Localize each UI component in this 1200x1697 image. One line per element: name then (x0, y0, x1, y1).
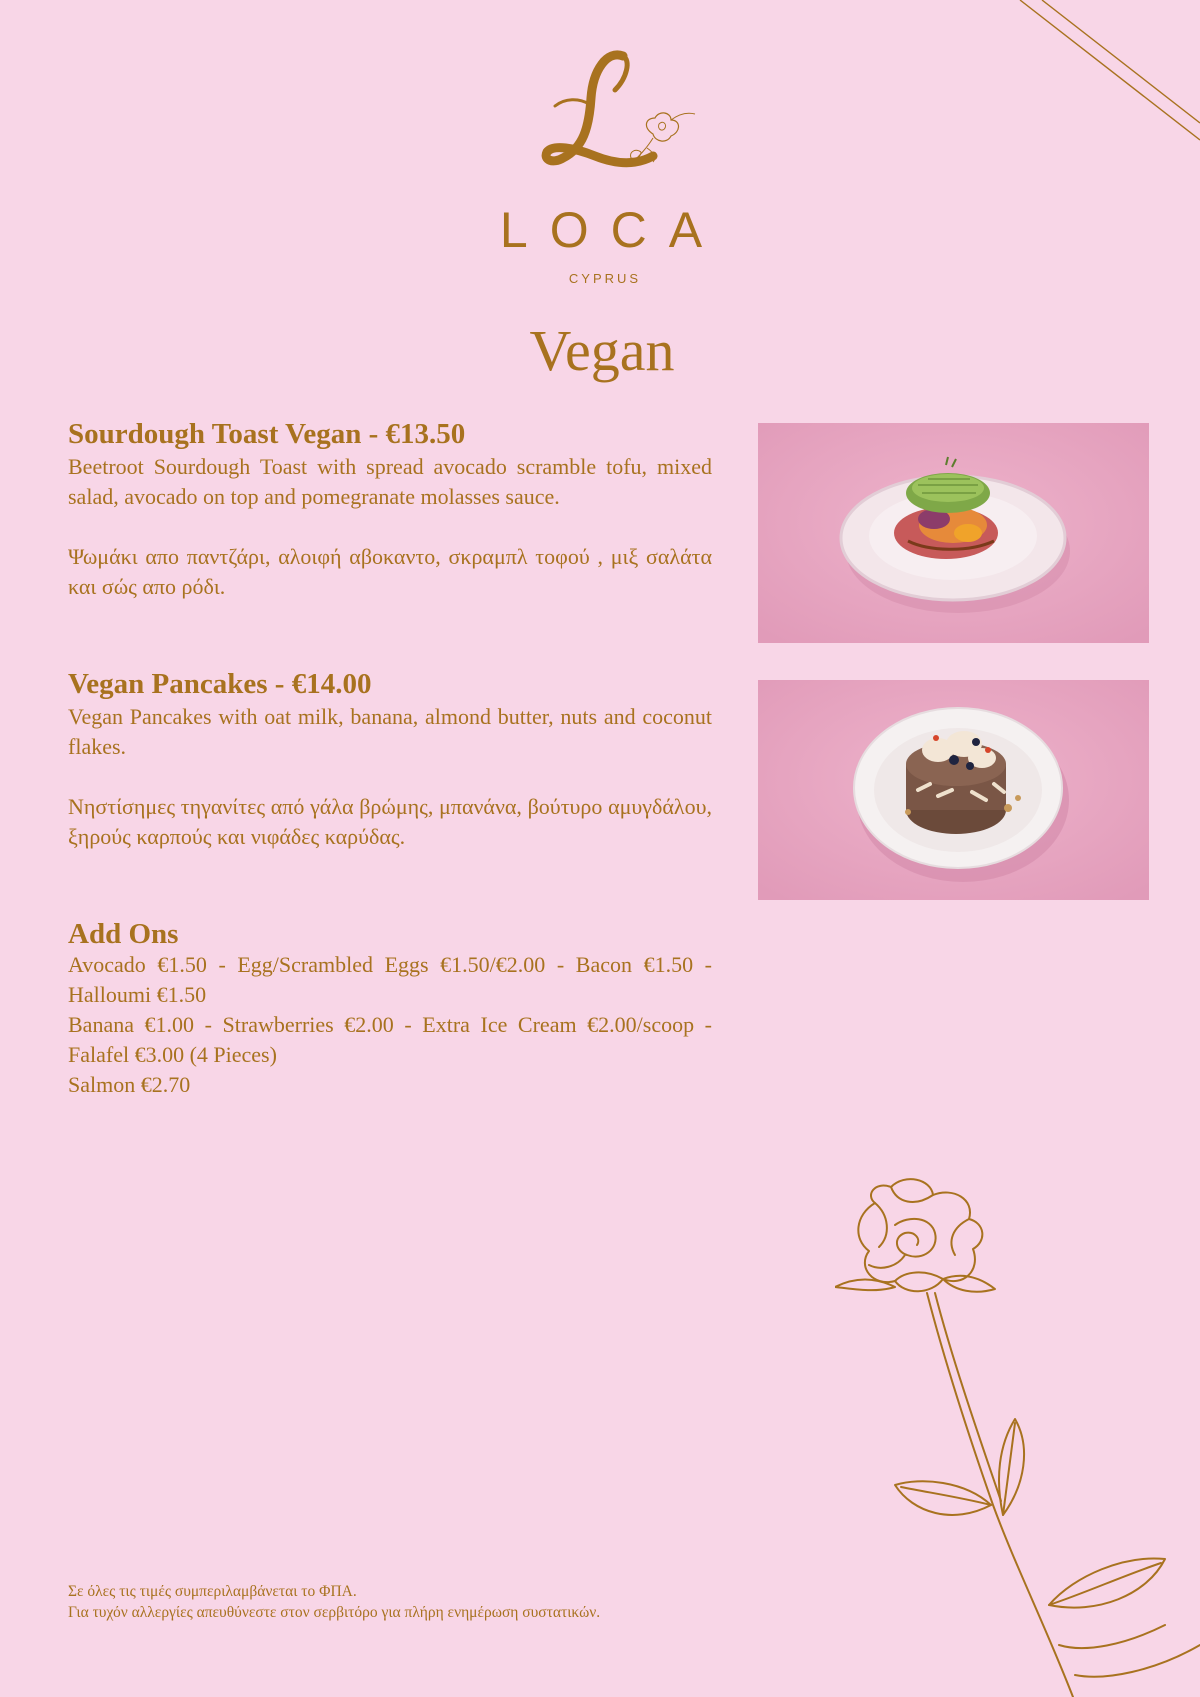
addons-title: Add Ons (68, 918, 179, 950)
page-title: Vegan (529, 318, 675, 383)
vat-note: Σε όλες τις τιμές συμπεριλαμβάνεται το ΦΠΑ. (68, 1583, 357, 1600)
menu-item-description-gr: Ψωμάκι απο παντζάρι, αλοιφή αβοκαντο, σκραμπλ τοφού , μιξ σαλάτα και σώς απο ρόδι. (68, 544, 712, 599)
addons-line: Salmon €2.70 (68, 1072, 191, 1097)
menu-item-description-en: Vegan Pancakes with oat milk, banana, almond butter, nuts and coconut flakes. (68, 704, 712, 759)
menu-item-description-gr: Νηστίσημες τηγανίτες από γάλα βρώμης, μπανάνα, βούτυρο αμυγδάλου, ξηρούς καρπούς και νιφάδες καρύδας. (68, 794, 712, 849)
menu-item-title: Vegan Pancakes - €14.00 (68, 668, 372, 700)
rose-outline-icon (835, 1175, 1200, 1697)
menu-item-description-en: Beetroot Sourdough Toast with spread avocado scramble tofu, mixed salad, avocado on top and pomegranate molasses sauce. (68, 454, 712, 509)
sourdough-toast-photo (758, 423, 1149, 643)
brand-location: CYPRUS (568, 271, 642, 286)
corner-lines-decoration (1015, 0, 1200, 160)
addons-section (68, 918, 712, 1100)
menu-item (68, 668, 712, 852)
addons-line: Avocado €1.50 - Egg/Scrambled Eggs €1.50/€2.00 - Bacon €1.50 - Halloumi €1.50 (68, 952, 712, 1007)
allergy-note: Για τυχόν αλλεργίες απευθύνεστε στον σερβιτόρο για πλήρη ενημέρωση συστατικών. (68, 1604, 601, 1621)
brand-name: LOCA (499, 202, 725, 258)
menu-item (68, 418, 712, 602)
vegan-pancakes-photo (758, 680, 1149, 900)
menu-item-title: Sourdough Toast Vegan - €13.50 (68, 418, 466, 450)
footer-notes (68, 1581, 600, 1623)
rose-monogram-icon (535, 48, 705, 178)
addons-line: Banana €1.00 - Strawberries €2.00 - Extra Ice Cream €2.00/scoop - Falafel €3.00 (4 Pieces) (68, 1012, 712, 1067)
